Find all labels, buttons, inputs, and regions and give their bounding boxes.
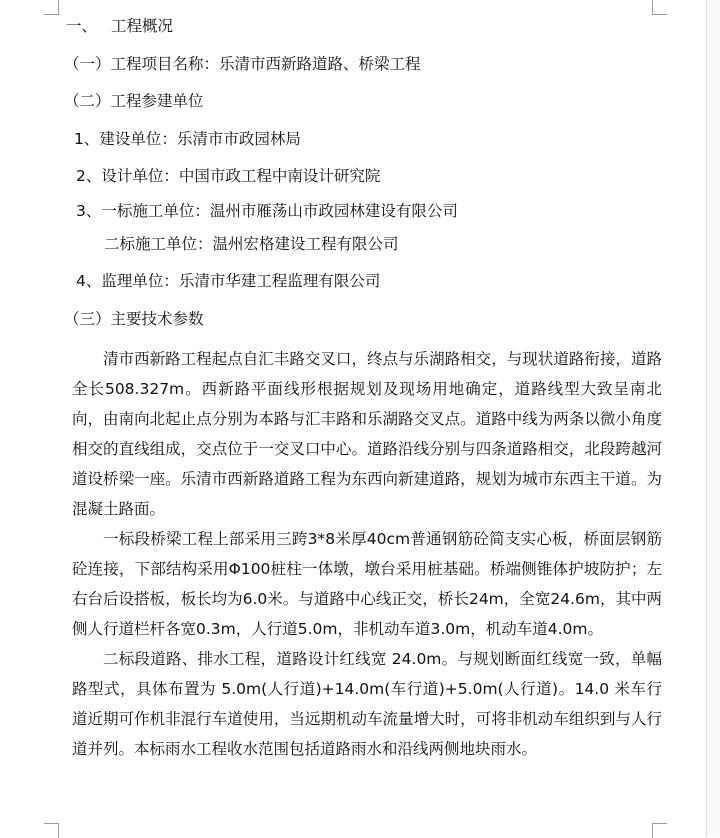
participant-item: 1、建设单位：乐清市市政园林局: [74, 129, 301, 148]
paragraph: 清市西新路工程起点自汇丰路交叉口，终点与乐湖路相交，与现状道路衔接，道路全长508.327m。西新路平面线形根据规划及现场用地确定，道路线型大致呈南北向，由南向北起止点分别为本路与汇丰路和乐湖路交叉点。道路中线为两条以微小角度相交的直线组成，交点位于一交叉口中心。道路沿线分别与四条道路相交，北段跨越河道设桥梁一座。乐清市西新路道路工程为东西向新建道路，规划为城市东西主干道。为混凝土路面。: [72, 350, 662, 518]
section-heading: [66, 8, 662, 46]
participants-heading: （二）工程参建单位: [64, 92, 204, 110]
participant-item: 4、监理单位：乐清市华建工程监理有限公司: [76, 272, 381, 290]
project-name-line: （一）工程项目名称：乐清市西新路道路、桥梁工程: [64, 54, 421, 73]
participant-item: 二标施工单位：温州宏格建设工程有限公司: [104, 234, 399, 253]
section-number: 一、: [66, 17, 98, 35]
paragraph: 一标段桥梁工程上部采用三跨3*8米厚40cm普通钢筋砼简支实心板，桥面层钢筋砼连接，下部结构采用Φ100桩柱一体墩，墩台采用桩基础。桥端侧锥体护坡防护；左右台后设搭板，板长均为6.0米。与道路中心线正交，桥长24m，全宽24.6m，其中两侧人行道栏杆各宽0.3m，人行道5.0m，非机动车道3.0m，机动车道4.0m。: [72, 530, 662, 638]
paragraph: 二标段道路、排水工程，道路设计红线宽 24.0m。与规划断面红线宽一致，单幅路型式，具体布置为 5.0m(人行道)+14.0m(车行道)+5.0m(人行道)。14.0 米车行道近期可作机非混行车道使用，当远期机动车流量增大时，可将非机动车组织到与人行道并列。本标雨水工程收水范围包括道路雨水和沿线两侧地块雨水。: [72, 650, 662, 758]
participant-item: 3、一标施工单位：温州市雁荡山市政园林建设有限公司: [76, 201, 458, 220]
section-title: 工程概况: [111, 17, 174, 35]
participant-item: 2、设计单位：中国市政工程中南设计研究院: [76, 167, 381, 185]
tech-params-heading: （三）主要技术参数: [64, 309, 204, 328]
